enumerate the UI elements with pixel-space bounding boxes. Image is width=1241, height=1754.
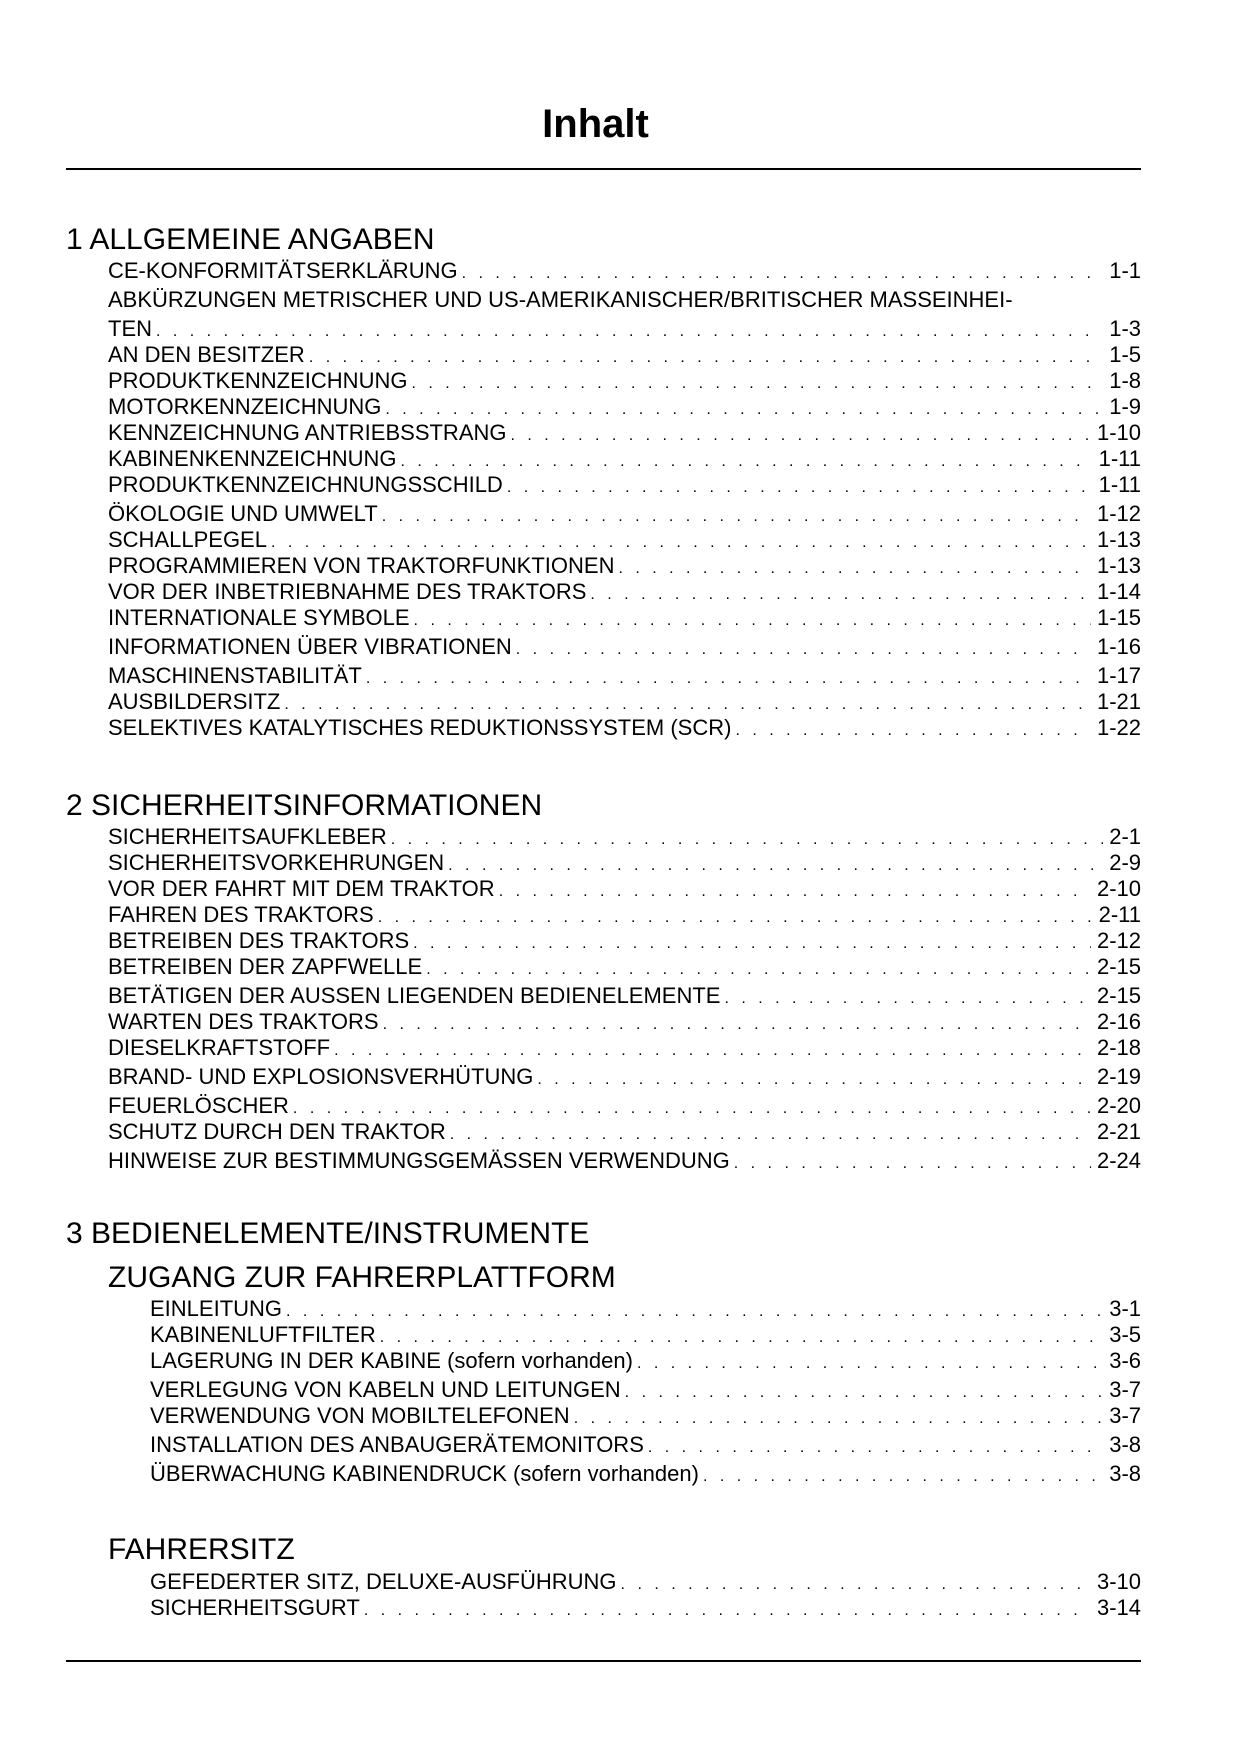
toc-entry-page: 1-5 [1109,342,1141,367]
toc-entry-page: 2-10 [1096,876,1141,901]
toc-entry[interactable] [108,343,1141,367]
toc-entry-label: KENNZEICHNUNG ANTRIEBSSTRANG [108,420,507,445]
toc-entry-label: AN DEN BESITZER [108,342,305,367]
dot-leader [385,398,1103,422]
toc-entry-label: VERWENDUNG VON MOBILTELEFONEN [150,1403,570,1428]
toc-entry-page: 3-7 [1109,1403,1141,1428]
toc-entry[interactable] [108,1010,1141,1034]
toc-entry-page: 1-21 [1096,689,1141,714]
toc-entry[interactable] [108,1065,1141,1089]
section-heading-2: 2 SICHERHEITSINFORMATIONEN [66,789,543,822]
toc-entry-label: DIESELKRAFTSTOFF [108,1035,331,1060]
dot-leader [413,932,1091,956]
toc-entry-page: 1-14 [1096,579,1141,604]
dot-leader [703,1465,1103,1489]
dot-leader [637,1352,1103,1376]
dot-leader [309,346,1103,370]
toc-entry[interactable] [108,1120,1141,1144]
toc-entry-page: 1-22 [1096,715,1141,740]
toc-entry-page: 3-5 [1109,1322,1141,1347]
toc-entry-label: BRAND- UND EXPLOSIONSVERHÜTUNG [108,1064,534,1089]
toc-entry-page: 1-1 [1109,258,1141,283]
dot-leader [507,476,1093,500]
dot-leader [590,583,1091,607]
dot-leader [450,1123,1091,1147]
toc-entry-label: MASCHINENSTABILITÄT [108,663,362,688]
dot-leader [334,1039,1091,1063]
toc-entry[interactable] [150,1596,1141,1620]
toc-entry-label: INSTALLATION DES ANBAUGERÄTEMONITORS [150,1432,644,1457]
dot-leader [648,1436,1103,1460]
toc-entry[interactable] [108,903,1141,927]
footer-rule [66,1660,1141,1662]
dot-leader [391,828,1103,852]
dot-leader [380,1326,1103,1350]
toc-entry[interactable] [108,606,1141,630]
toc-entry-page: 2-21 [1096,1119,1141,1144]
toc-entry-label: VOR DER FAHRT MIT DEM TRAKTOR [108,876,495,901]
toc-entry[interactable] [108,664,1141,688]
toc-entry-label: VERLEGUNG VON KABELN UND LEITUNGEN [150,1377,621,1402]
toc-entry[interactable] [108,259,1141,283]
dot-leader [426,958,1091,982]
toc-entry-page: 1-17 [1096,663,1141,688]
dot-leader [621,1573,1091,1597]
toc-entry-label: INTERNATIONALE SYMBOLE [108,605,410,630]
toc-entry[interactable] [108,984,1141,1008]
dot-leader [378,906,1093,930]
toc-entry-label: HINWEISE ZUR BESTIMMUNGSGEMÄSSEN VERWENDUNG [108,1148,730,1173]
toc-entry[interactable] [108,447,1141,471]
dot-leader [625,1381,1104,1405]
toc-entry-page: 1-9 [1109,394,1141,419]
toc-entry-page: 2-19 [1096,1064,1141,1089]
dot-leader [499,880,1091,904]
toc-entry-page: 1-12 [1096,501,1141,526]
subsection-heading: FAHRERSITZ [108,1533,295,1566]
toc-entry[interactable] [108,395,1141,419]
toc-entry-label: SICHERHEITSVORKEHRUNGEN [108,850,445,875]
toc-entry-label: WARTEN DES TRAKTORS [108,1009,379,1034]
dot-leader [271,531,1091,555]
dot-leader [411,372,1103,396]
dot-leader [366,667,1091,691]
page-title: Inhalt [542,102,649,146]
toc-entry-page: 1-10 [1096,420,1141,445]
toc-entry-page: 1-8 [1109,368,1141,393]
toc-entry-page: 2-24 [1096,1148,1141,1173]
toc-entry[interactable] [108,502,1141,526]
toc-entry-page: 2-16 [1096,1009,1141,1034]
toc-entry-page: 2-9 [1109,850,1141,875]
toc-entry[interactable] [108,554,1141,578]
dot-leader [462,262,1104,286]
toc-entry-label: PRODUKTKENNZEICHNUNG [108,368,408,393]
toc-entry-page: 2-20 [1096,1093,1141,1118]
toc-entry-label: KABINENLUFTFILTER [150,1322,376,1347]
toc-entry[interactable] [108,369,1141,393]
toc-entry[interactable] [108,635,1141,659]
toc-entry[interactable] [108,851,1141,875]
toc-entry-page: 2-15 [1096,954,1141,979]
toc-entry[interactable] [150,1433,1141,1457]
toc-entry-page: 1-15 [1096,605,1141,630]
toc-entry-label: MOTORKENNZEICHNUNG [108,394,382,419]
toc-entry-label: LAGERUNG IN DER KABINE (sofern vorhanden) [150,1348,633,1373]
toc-entry-page: 3-1 [1109,1296,1141,1321]
toc-entry[interactable] [108,716,1141,740]
toc-entry-page: 1-16 [1096,634,1141,659]
dot-leader [448,854,1103,878]
header-rule [66,168,1141,170]
toc-entry-label: ÜBERWACHUNG KABINENDRUCK (sofern vorhanden) [150,1461,699,1486]
toc-entry-page: 3-6 [1109,1348,1141,1373]
toc-entry[interactable] [108,473,1141,497]
toc-entry-page: 2-1 [1109,824,1141,849]
toc-entry-label: GEFEDERTER SITZ, DELUXE-AUSFÜHRUNG [150,1569,617,1594]
subsection-heading: ZUGANG ZUR FAHRERPLATTFORM [108,1261,616,1294]
toc-entry[interactable] [150,1378,1141,1402]
toc-entry-page: 1-13 [1096,553,1141,578]
dot-leader [156,320,1103,344]
toc-entry-label: SCHALLPEGEL [108,527,267,552]
toc-entry-label: VOR DER INBETRIEBNAHME DES TRAKTORS [108,579,587,604]
toc-entry-page: 1-13 [1096,527,1141,552]
dot-leader [724,987,1090,1011]
dot-leader [574,1407,1104,1431]
toc-entry[interactable] [108,955,1141,979]
toc-entry-label: ÖKOLOGIE UND UMWELT [108,501,378,526]
toc-entry-page: 1-11 [1098,472,1141,497]
toc-entry[interactable] [108,1036,1141,1060]
dot-leader [284,693,1091,717]
toc-entry-label: SICHERHEITSGURT [150,1595,360,1620]
toc-entry[interactable] [108,1094,1141,1118]
toc-entry[interactable] [108,1149,1141,1173]
dot-leader [516,638,1091,662]
toc-entry[interactable] [108,825,1141,849]
section-heading-3: 3 BEDIENELEMENTE/INSTRUMENTE [66,1217,590,1250]
dot-leader [382,505,1091,529]
toc-entry-page: 2-11 [1098,902,1141,927]
toc-entry[interactable] [108,528,1141,552]
toc-entry-label: BETÄTIGEN DER AUSSEN LIEGENDEN BEDIENELEMENTE [108,983,721,1008]
toc-entry-label: PRODUKTKENNZEICHNUNGSSCHILD [108,472,503,497]
toc-entry[interactable] [108,690,1141,714]
toc-entry-label: FAHREN DES TRAKTORS [108,902,374,927]
toc-entry-label: KABINENKENNZEICHNUNG [108,446,397,471]
toc-entry-page: 1-11 [1098,446,1141,471]
toc-entry[interactable] [150,1349,1141,1373]
toc-entry[interactable] [150,1323,1141,1347]
toc-entry-label: INFORMATIONEN ÜBER VIBRATIONEN [108,634,512,659]
toc-entry[interactable] [108,580,1141,604]
toc-entry-label: SELEKTIVES KATALYTISCHES REDUKTIONSSYSTEM (SCR) [108,715,732,740]
toc-entry-label: BETREIBEN DER ZAPFWELLE [108,954,423,979]
toc-entry[interactable] [108,929,1141,953]
toc-entry-page: 3-8 [1109,1432,1141,1457]
toc-entry-page: 2-12 [1096,928,1141,953]
toc-entry-label: PROGRAMMIEREN VON TRAKTORFUNKTIONEN [108,553,615,578]
toc-entry[interactable] [150,1570,1141,1594]
toc-entry-page: 3-7 [1109,1377,1141,1402]
toc-entry-label: SCHUTZ DURCH DEN TRAKTOR [108,1119,446,1144]
dot-leader [537,1068,1091,1092]
toc-entry-page: 1-3 [1109,316,1141,341]
toc-entry[interactable] [108,317,1141,341]
toc-entry-page: 3-10 [1096,1569,1141,1594]
dot-leader [286,1300,1103,1324]
section-heading-1: 1 ALLGEMEINE ANGABEN [66,223,435,256]
toc-entry-page: 2-15 [1096,983,1141,1008]
toc-entry[interactable] [150,1404,1141,1428]
dot-leader [414,609,1091,633]
toc-entry[interactable] [108,421,1141,445]
toc-entry-label: CE-KONFORMITÄTSERKLÄRUNG [108,258,458,283]
toc-entry-page: 2-18 [1096,1035,1141,1060]
toc-entry-label: FEUERLÖSCHER [108,1093,289,1118]
toc-entry[interactable] [108,877,1141,901]
toc-entry-page: 3-14 [1096,1595,1141,1620]
dot-leader [734,1152,1091,1176]
toc-entry[interactable] [150,1297,1141,1321]
toc-entry-label: EINLEITUNG [150,1296,283,1321]
dot-leader [511,424,1091,448]
toc-entry[interactable] [150,1462,1141,1486]
dot-leader [383,1013,1091,1037]
dot-leader [293,1097,1091,1121]
toc-entry-label: SICHERHEITSAUFKLEBER [108,824,387,849]
dot-leader [735,719,1090,743]
toc-entry-label: AUSBILDERSITZ [108,689,281,714]
dot-leader [618,557,1091,581]
toc-entry-label: TEN [108,316,152,341]
toc-entry-page: 3-8 [1109,1461,1141,1486]
dot-leader [400,450,1092,474]
toc-entry-label-line1[interactable]: ABKÜRZUNGEN METRISCHER UND US-AMERIKANISCHER/BRITISCHER MASSEINHEI- [108,287,1013,312]
toc-entry-label: BETREIBEN DES TRAKTORS [108,928,410,953]
dot-leader [364,1599,1091,1623]
